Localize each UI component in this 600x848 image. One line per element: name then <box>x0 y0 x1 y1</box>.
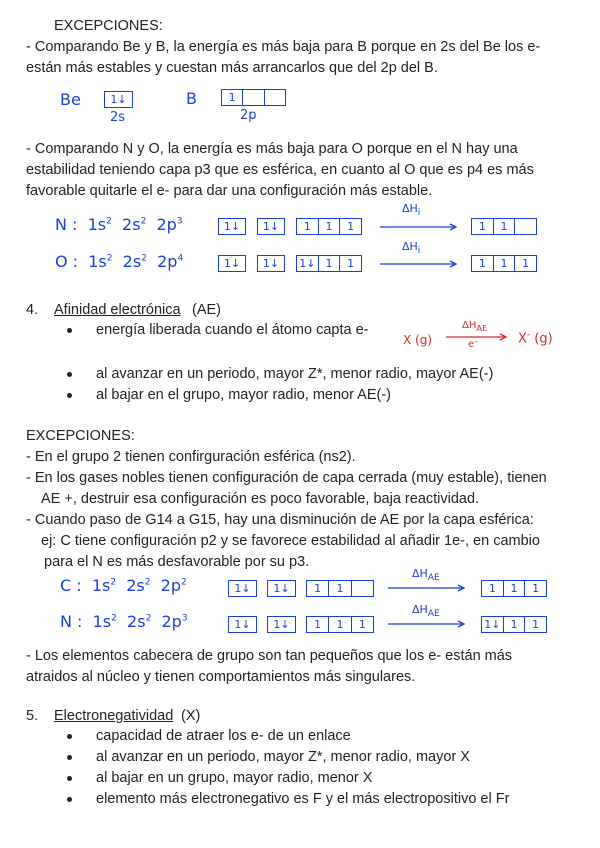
element-label: O : <box>55 252 79 271</box>
orbital-cell: 1↓ <box>223 220 241 233</box>
paragraph-be-b-line1: - Comparando Be y B, la energía es más baja para B porque en 2s del Be los e- <box>26 39 541 55</box>
be-orbital-box <box>104 91 133 108</box>
arrow-icon <box>388 585 468 595</box>
o-result-box <box>471 255 537 272</box>
exc2-line1: - En el grupo 2 tienen confirguración esférica (ns2). <box>26 449 356 465</box>
section-5-title: Electronegatividad <box>54 708 174 724</box>
orbital-cell: 1↓ <box>223 257 241 270</box>
sec4-bullet-2: al avanzar en un periodo, mayor Z*, menor radio, mayor AE(-) <box>96 366 494 382</box>
bullet-icon <box>67 755 72 760</box>
orbital-cell <box>352 581 373 596</box>
bullet-icon <box>67 776 72 781</box>
n-result-box <box>471 218 537 235</box>
o-2s-box <box>257 255 285 272</box>
orbital-cell: 1 <box>472 256 494 271</box>
orbital-cell: 1 <box>307 581 329 596</box>
c-1s-box <box>228 580 257 597</box>
section-5-number: 5. <box>26 708 39 724</box>
element-label: N : <box>55 215 78 234</box>
be-label: Be <box>60 90 81 109</box>
sec5-bullet-1: capacidad de atraer los e- de un enlace <box>96 728 351 744</box>
b-orbital-box <box>221 89 286 106</box>
paragraph-be-b-line2: están más estables y cuestan más arrancarlos que del 2p del B. <box>26 60 438 76</box>
orbital-cell: 1 <box>532 618 540 631</box>
orbital-cell: 1 <box>297 219 319 234</box>
section-5-abbr: (X) <box>181 708 201 724</box>
eq-right: X- (g) <box>518 330 553 347</box>
orbital-cell: 1 <box>482 581 504 596</box>
dh-label-n: $\Delta H_i$ <box>402 202 421 219</box>
n-ae-result-box <box>481 616 547 633</box>
be-orbital-label: 2s <box>110 110 126 125</box>
orbital-cell: 1 <box>504 581 526 596</box>
orbital-cell: 1 <box>347 257 355 270</box>
arrow-icon <box>380 224 460 234</box>
element-label: N : <box>60 612 83 631</box>
arrow-icon <box>380 261 460 271</box>
paragraph-n-o-line3: favorable quitarle el e- para dar una configuración más estable. <box>26 183 433 199</box>
o-config: O : $1s^2$ $2s^2$ $2p^4$ <box>55 252 184 271</box>
c-2s-box <box>267 580 296 597</box>
n-2p-box <box>296 218 362 235</box>
orbital-cell: 1↓ <box>234 618 251 631</box>
n-ae-2p-box <box>306 616 374 633</box>
exceptions-title-1: EXCEPCIONES: <box>54 18 163 34</box>
orbital-cell: 1 <box>472 219 494 234</box>
exc2-line4: - Cuando paso de G14 a G15, hay una disminución de AE por la capa esférica: <box>26 512 534 528</box>
orbital-cell: 1 <box>358 618 366 631</box>
orbital-cell: 1 <box>494 219 516 234</box>
orbital-cell: 1 <box>522 257 530 270</box>
orbital-cell: 1↓ <box>262 220 280 233</box>
o-2p-box <box>296 255 362 272</box>
orbital-cell <box>515 219 536 234</box>
exc2-line6: para el N es más desfavorable por su p3. <box>44 554 310 570</box>
bullet-icon <box>67 328 72 333</box>
b-label: B <box>186 89 197 108</box>
paragraph-n-o-line1: - Comparando N y O, la energía es más baja para O porque en el N hay una <box>26 141 518 157</box>
b-orbital-label: 2p <box>240 108 257 123</box>
sec4-bullet-3: al bajar en el grupo, mayor radio, menor AE(-) <box>96 387 391 403</box>
o-1s-box <box>218 255 246 272</box>
section-4-title: Afinidad electrónica <box>54 302 181 318</box>
orbital-cell: 1 <box>319 256 341 271</box>
sec5-bullet-3: al bajar en un grupo, mayor radio, menor X <box>96 770 373 786</box>
orbital-cell: 1↓ <box>482 617 504 632</box>
sec5-bullet-2: al avanzar en un periodo, mayor Z*, menor radio, mayor X <box>96 749 470 765</box>
arrow-icon <box>388 621 468 631</box>
element-label: C : <box>60 576 82 595</box>
n-config-ae: N : $1s^2$ $2s^2$ $2p^3$ <box>60 612 188 631</box>
sec5-bullet-4: elemento más electronegativo es F y el más electropositivo el Fr <box>96 791 510 807</box>
c-result-box <box>481 580 547 597</box>
n-1s-box <box>218 218 246 235</box>
eq-top: $\Delta H_{AE}$ <box>462 320 488 333</box>
sec4-bullet-1: energía liberada cuando el átomo capta e- <box>96 322 369 338</box>
section-4-number: 4. <box>26 302 39 318</box>
orbital-cell: 1↓ <box>273 618 290 631</box>
orbital-cell: 1 <box>532 582 540 595</box>
n-2s-box <box>257 218 285 235</box>
orbital-cell: 1↓ <box>110 93 127 106</box>
eq-left: X (g) <box>403 333 433 347</box>
n-ae-2s-box <box>267 616 296 633</box>
exc2-line3: AE +, destruir esa configuración es poco favorable, baja reactividad. <box>41 491 480 507</box>
dh-label-o: $\Delta H_i$ <box>402 240 421 257</box>
exc2-line2: - En los gases nobles tienen configuración de capa cerrada (muy estable), tienen <box>26 470 547 486</box>
bullet-icon <box>67 734 72 739</box>
bullet-icon <box>67 797 72 802</box>
orbital-cell: 1 <box>347 220 355 233</box>
orbital-cell: 1↓ <box>297 256 319 271</box>
eq-bottom: e⁻ <box>468 339 480 350</box>
orbital-cell <box>243 90 264 105</box>
exceptions-title-2: EXCEPCIONES: <box>26 428 135 444</box>
dh-label-n-ae: $\Delta H_{AE}$ <box>412 603 440 620</box>
orbital-cell: 1 <box>329 581 351 596</box>
orbital-cell: 1↓ <box>262 257 280 270</box>
c-config: C : $1s^2$ $2s^2$ $2p^2$ <box>60 576 187 595</box>
orbital-cell: 1 <box>222 90 243 105</box>
exc2-line8: atraidos al núcleo y tienen comportamientos más singulares. <box>26 669 416 685</box>
orbital-cell: 1 <box>494 256 516 271</box>
orbital-cell: 1 <box>319 219 341 234</box>
exc2-line5: ej: C tiene configuración p2 y se favorece estabilidad al añadir 1e-, en cambio <box>41 533 540 549</box>
orbital-cell: 1 <box>307 617 329 632</box>
exc2-line7: - Los elementos cabecera de grupo son tan pequeños que los e- están más <box>26 648 513 664</box>
orbital-cell: 1↓ <box>273 582 290 595</box>
orbital-cell: 1 <box>329 617 351 632</box>
orbital-cell: 1 <box>504 617 526 632</box>
paragraph-n-o-line2: estabilidad teniendo capa p3 que es esférica, en cuanto al O que es p4 es más <box>26 162 534 178</box>
c-2p-box <box>306 580 374 597</box>
bullet-icon <box>67 393 72 398</box>
bullet-icon <box>67 372 72 377</box>
orbital-cell: 1↓ <box>234 582 251 595</box>
n-config: N : $1s^2$ $2s^2$ $2p^3$ <box>55 215 183 234</box>
section-4-abbr: (AE) <box>192 302 221 318</box>
orbital-cell <box>265 90 285 105</box>
n-ae-1s-box <box>228 616 257 633</box>
dh-label-c: $\Delta H_{AE}$ <box>412 567 440 584</box>
